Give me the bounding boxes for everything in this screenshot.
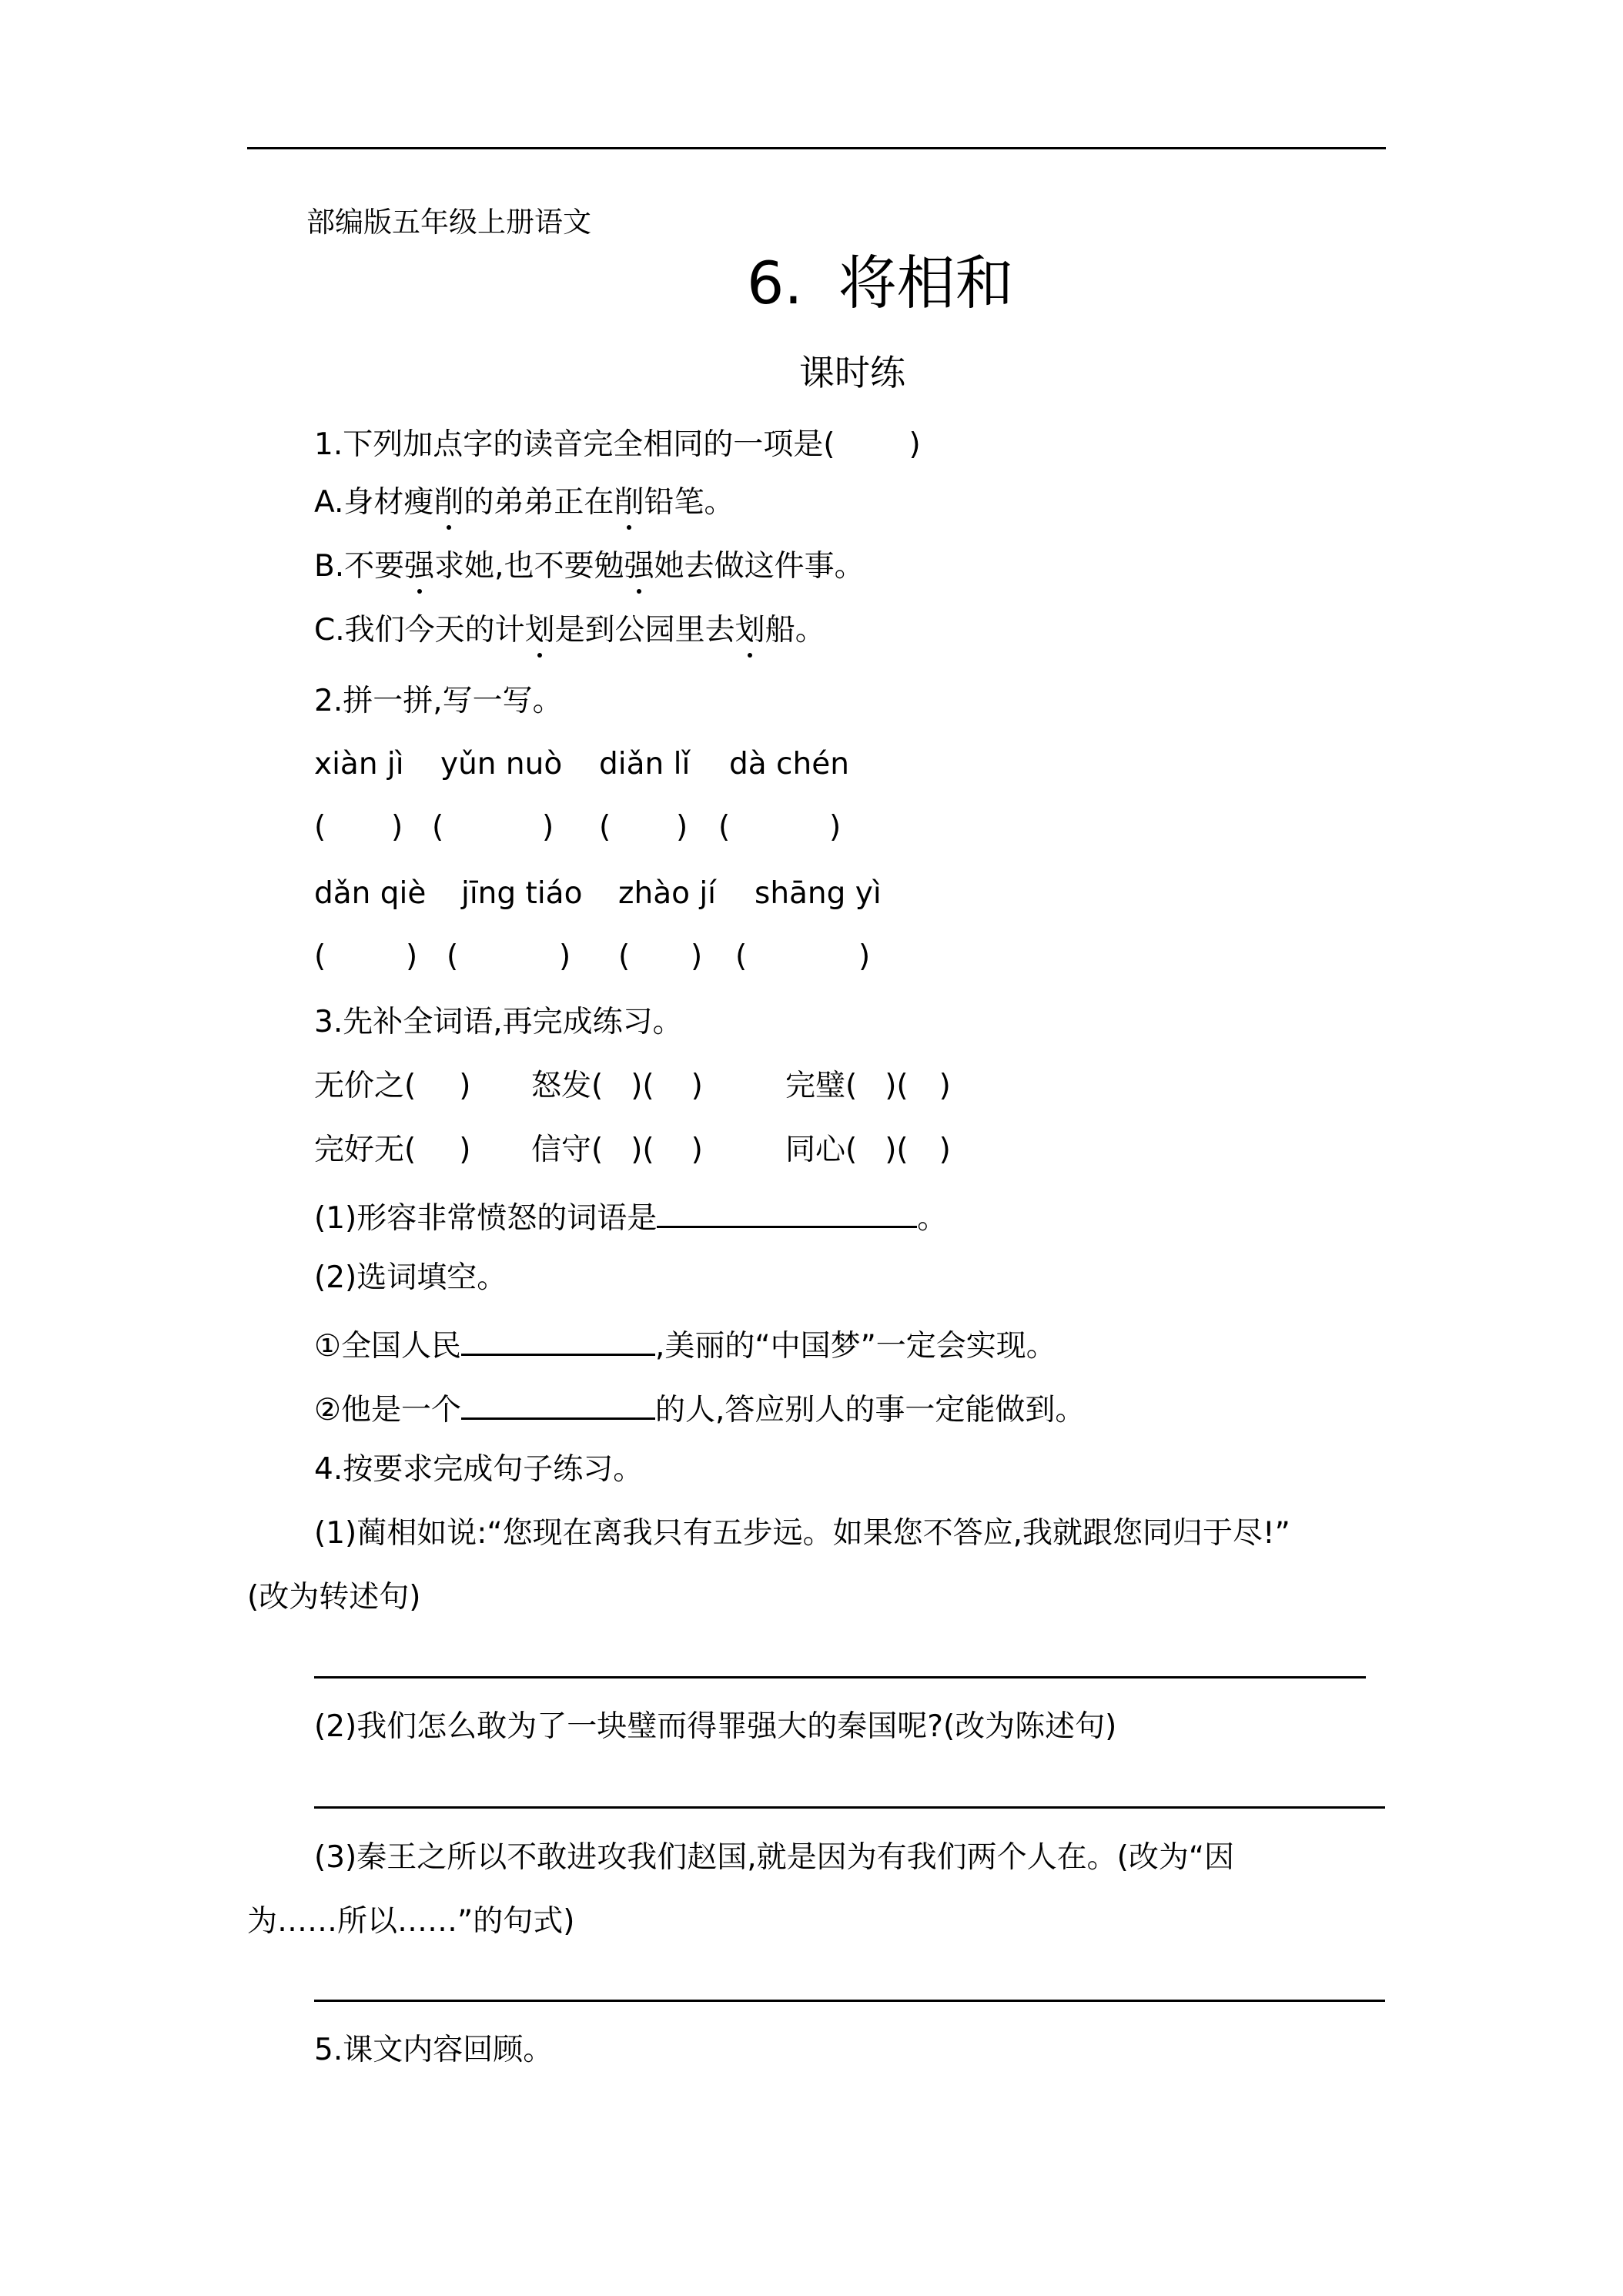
idiom-1: 无价之( ) xyxy=(314,1069,471,1103)
answer-blank[interactable] xyxy=(461,1387,655,1420)
answer-bracket-open: ( xyxy=(718,810,731,845)
idiom-3: 完璧( )( ) xyxy=(785,1069,951,1103)
dotted-char: 强 xyxy=(624,547,654,586)
answer-bracket-open: ( xyxy=(314,939,326,974)
answer-line[interactable] xyxy=(314,2000,1385,2002)
answer-bracket-close: ) xyxy=(676,810,688,845)
answer-blank[interactable] xyxy=(657,1195,917,1228)
pinyin-1: xiàn jì xyxy=(314,747,404,782)
lesson-number: 6. xyxy=(747,249,803,317)
pinyin-8: shāng yì xyxy=(755,876,882,911)
idiom-6: 同心( )( ) xyxy=(785,1133,951,1167)
answer-bracket-open: ( xyxy=(599,810,611,845)
q1-option-b: B.不要强求她,也不要勉强她去做这件事。 xyxy=(314,547,865,586)
series-label: 部编版五年级上册语文 xyxy=(306,206,591,239)
q3-sub2: (2)选词填空。 xyxy=(314,1260,507,1295)
pinyin-6: jīng tiáo xyxy=(461,876,583,911)
q1-option-a: A.身材瘦削的弟弟正在削铅笔。 xyxy=(314,484,734,522)
q4-sentence-2: (2)我们怎么敢为了一块璧而得罪强大的秦国呢?(改为陈述句) xyxy=(314,1709,1117,1744)
pinyin-7: zhào jí xyxy=(618,876,717,911)
answer-blank[interactable] xyxy=(461,1323,655,1356)
lesson-name: 将相和 xyxy=(838,249,1014,317)
answer-bracket-open: ( xyxy=(618,939,631,974)
pinyin-5: dǎn qiè xyxy=(314,876,427,911)
q4-sentence-1-line1: (1)蔺相如说:“您现在离我只有五步远。如果您不答应,我就跟您同归于尽!” xyxy=(314,1516,1290,1551)
idiom-5: 信守( )( ) xyxy=(531,1133,703,1167)
subtitle: 课时练 xyxy=(799,352,905,393)
answer-bracket-close: ) xyxy=(691,939,703,974)
q1-stem xyxy=(314,426,921,464)
q4-sentence-3-line1: (3)秦王之所以不敢进攻我们赵国,就是因为有我们两个人在。(改为“因 xyxy=(314,1840,1235,1875)
answer-line[interactable] xyxy=(314,1676,1366,1678)
q4-sentence-3-line2: 为……所以……”的句式) xyxy=(247,1904,575,1939)
q3-sub1: (1)形容非常愤怒的词语是 。 xyxy=(314,1195,947,1238)
dotted-char: 削 xyxy=(433,484,463,522)
answer-bracket-close: ) xyxy=(542,810,554,845)
q3-sentence-1: ①全国人民 ,美丽的“中国梦”一定会实现。 xyxy=(314,1323,1056,1366)
idiom-4: 完好无( ) xyxy=(314,1133,471,1167)
dotted-char: 削 xyxy=(614,484,644,522)
dotted-char: 划 xyxy=(735,611,765,650)
pinyin-2: yǔn nuò xyxy=(440,747,563,782)
q2-stem: 2.拼一拼,写一写。 xyxy=(314,684,563,718)
answer-bracket-close: ) xyxy=(559,939,571,974)
q3-stem: 3.先补全词语,再完成练习。 xyxy=(314,1005,683,1039)
answer-bracket-close: ) xyxy=(406,939,418,974)
answer-bracket-open: ( xyxy=(735,939,748,974)
q1-stem-text: 1.下列加点字的读音完全相同的一项是( xyxy=(314,427,835,462)
q3-sentence-2: ②他是一个 的人,答应别人的事一定能做到。 xyxy=(314,1387,1085,1430)
q1-option-c: C.我们今天的计划是到公园里去划船。 xyxy=(314,611,825,650)
dotted-char: 强 xyxy=(404,547,434,586)
answer-bracket-close: ) xyxy=(391,810,403,845)
q5-stem: 5.课文内容回顾。 xyxy=(314,2033,554,2067)
pinyin-4: dà chén xyxy=(729,747,849,782)
answer-line[interactable] xyxy=(314,1806,1385,1809)
idiom-2: 怒发( )( ) xyxy=(531,1069,703,1103)
header-rule xyxy=(247,147,1386,149)
lesson-title xyxy=(747,245,1014,322)
dotted-char: 划 xyxy=(525,611,555,650)
pinyin-3: diǎn lǐ xyxy=(599,747,691,782)
answer-bracket-open: ( xyxy=(432,810,444,845)
answer-bracket-open: ( xyxy=(447,939,459,974)
answer-bracket-open: ( xyxy=(314,810,326,845)
answer-bracket-close: ) xyxy=(858,939,871,974)
q4-sentence-1-line2: (改为转述句) xyxy=(247,1580,421,1615)
q4-stem: 4.按要求完成句子练习。 xyxy=(314,1452,644,1487)
answer-bracket-close: ) xyxy=(829,810,842,845)
q1-stem-close: ) xyxy=(909,427,921,462)
